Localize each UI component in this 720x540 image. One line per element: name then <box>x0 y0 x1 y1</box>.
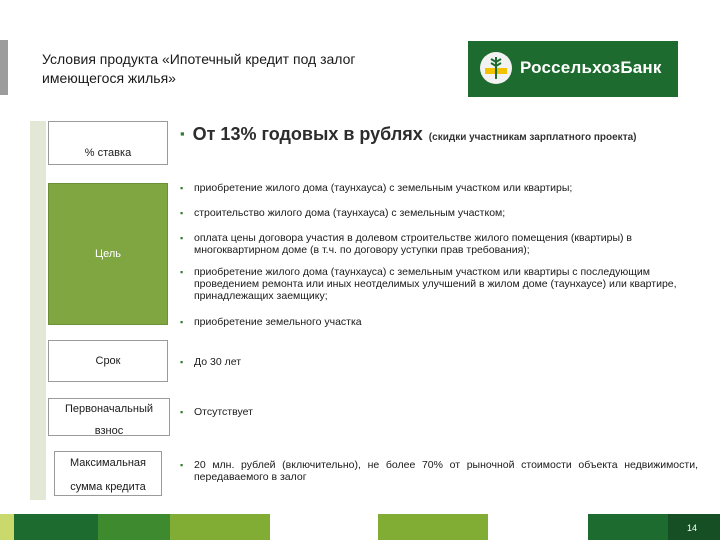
footer-segment <box>98 514 170 540</box>
wheat-emblem-svg <box>480 52 512 84</box>
footer-segment <box>14 514 98 540</box>
bullet-icon: ▪ <box>180 208 184 218</box>
rate-label-text: % ставка <box>84 147 132 159</box>
max-amount-label-line1: Максимальная <box>70 457 146 469</box>
rate-value <box>180 124 636 145</box>
purpose-item-text: оплата цены договора участия в долевом строительстве жилого помещения (квартиры) в многоквартирном доме (в т.ч. по договору уступки прав требования); <box>194 232 632 256</box>
max-amount-value <box>180 459 698 483</box>
bullet-icon: ▪ <box>180 183 184 193</box>
purpose-item <box>180 266 690 302</box>
purpose-item <box>180 232 698 256</box>
purpose-item-text: строительство жилого дома (таунхауса) с земельным участком; <box>194 207 506 219</box>
term-value <box>180 356 480 368</box>
page-title-line2: имеющегося жилья» <box>42 70 176 86</box>
down-payment-label-line2: взнос <box>94 425 124 437</box>
down-payment-value <box>180 406 480 418</box>
header-accent-bar <box>0 40 8 95</box>
rate-note: (скидки участникам зарплатного проекта) <box>428 132 637 143</box>
max-amount-label-line2: сумма кредита <box>70 481 146 493</box>
footer-segment <box>170 514 270 540</box>
rate-label <box>48 121 168 165</box>
purpose-item-text: приобретение жилого дома (таунхауса) с земельным участком или квартиры; <box>194 182 573 194</box>
down-payment-label <box>48 398 170 436</box>
labels-background-column <box>30 121 46 500</box>
term-label <box>48 340 168 382</box>
max-amount-label <box>54 451 162 496</box>
bullet-icon: ▪ <box>180 317 184 327</box>
page-title <box>42 50 462 88</box>
down-payment-value-text: Отсутствует <box>194 406 253 418</box>
rate-main: От 13% годовых в рублях <box>192 124 423 144</box>
bank-name: РоссельхозБанк <box>520 58 662 77</box>
bullet-icon: ▪ <box>180 357 184 367</box>
purpose-label-text: Цель <box>94 248 122 260</box>
footer-segment <box>0 514 14 540</box>
wheat-emblem-icon <box>480 52 512 84</box>
footer-segment <box>488 514 588 540</box>
bullet-icon: ▪ <box>180 233 184 243</box>
footer-segment <box>378 514 488 540</box>
footer-stripe <box>0 514 720 540</box>
down-payment-label-line1: Первоначальный <box>64 403 154 415</box>
footer-segment <box>588 514 668 540</box>
term-value-text: До 30 лет <box>194 356 242 368</box>
max-amount-value-text: 20 млн. рублей (включительно), не более 70% от рыночной стоимости объекта недвижимости, передаваемого в залог <box>194 459 698 483</box>
page-title-line1: Условия продукта «Ипотечный кредит под залог <box>42 51 356 67</box>
purpose-item-text: приобретение жилого дома (таунхауса) с земельным участком или квартиры с последующим проведением ремонта или иных неотделимых улучшений в жилом доме (таунхаусе) или квартире, принадлежащих заемщику; <box>194 266 677 302</box>
purpose-item <box>180 316 680 328</box>
term-label-text: Срок <box>95 355 121 367</box>
bank-logo <box>468 41 678 97</box>
purpose-item <box>180 182 680 194</box>
bullet-icon: ▪ <box>180 460 184 470</box>
purpose-label <box>48 183 168 325</box>
bullet-icon: ▪ <box>180 407 184 417</box>
page-number: 14 <box>687 523 698 533</box>
bullet-icon: ▪ <box>180 267 184 277</box>
purpose-item <box>180 207 680 219</box>
bullet-icon: ▪ <box>180 126 185 141</box>
purpose-item-text: приобретение земельного участка <box>194 316 362 328</box>
footer-segment <box>270 514 378 540</box>
